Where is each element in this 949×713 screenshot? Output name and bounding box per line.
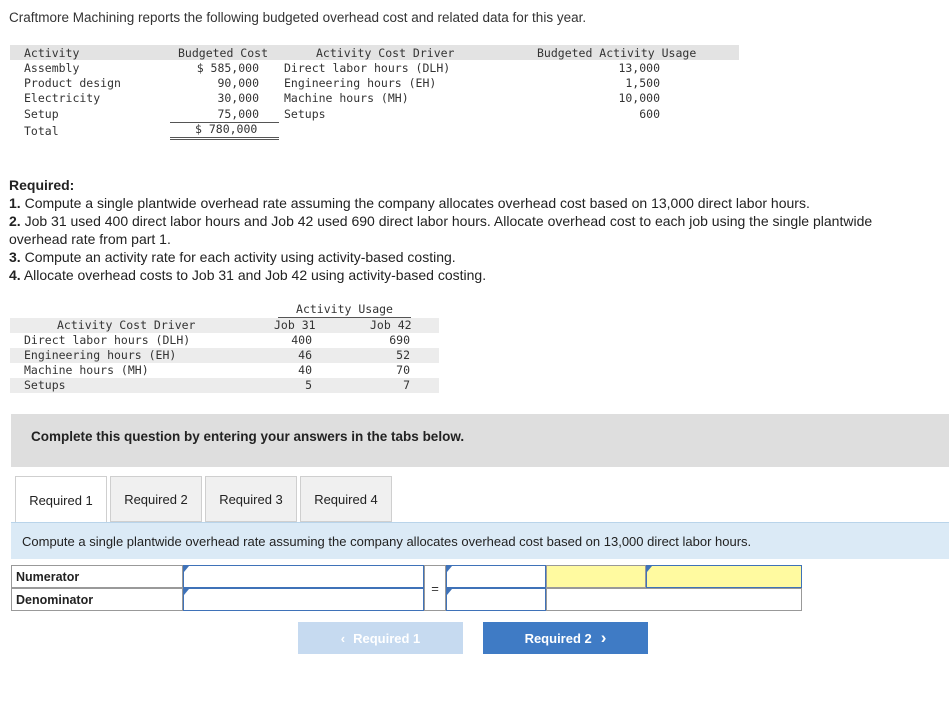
row-activity: Setup xyxy=(24,107,59,121)
prev-button[interactable] xyxy=(298,622,463,654)
tab-required-4[interactable]: Required 4 xyxy=(300,476,392,522)
activity-usage-header: Activity Usage xyxy=(278,302,411,318)
usage-job42: 7 xyxy=(403,378,410,392)
row-cost: 30,000 xyxy=(217,91,259,105)
input-flag-icon xyxy=(647,566,652,572)
item-num: 1. xyxy=(9,195,21,211)
row-usage: 13,000 xyxy=(618,61,660,75)
total-label: Total xyxy=(24,124,59,138)
header-budgeted-activity-usage: Budgeted Activity Usage xyxy=(537,46,697,60)
usage-driver: Engineering hours (EH) xyxy=(24,348,177,362)
usage-driver: Direct labor hours (DLH) xyxy=(24,333,191,347)
required-heading: Required: xyxy=(9,177,75,193)
banner-text: Complete this question by entering your answers in the tabs below. xyxy=(31,429,465,444)
row-activity: Assembly xyxy=(24,61,80,75)
row-activity: Electricity xyxy=(24,91,101,105)
usage-job31: 46 xyxy=(298,348,312,362)
usage-driver: Setups xyxy=(24,378,66,392)
next-label: Required 2 xyxy=(524,630,592,646)
total-cost-value: $ 780,000 xyxy=(195,122,258,136)
usage-job31: 5 xyxy=(305,378,312,392)
header-activity-cost-driver: Activity Cost Driver xyxy=(57,318,196,332)
prev-label: Required 1 xyxy=(353,630,421,646)
chevron-right-icon: › xyxy=(600,628,607,647)
tab-required-1[interactable]: Required 1 xyxy=(15,476,107,523)
rate-numerator-input[interactable] xyxy=(446,565,546,588)
usage-job42: 52 xyxy=(396,348,410,362)
item-num: 4. xyxy=(9,267,21,283)
input-flag-icon xyxy=(184,589,189,595)
rate-denominator-input[interactable] xyxy=(446,588,546,611)
header-job-31: Job 31 xyxy=(274,318,316,332)
required-section xyxy=(9,176,934,284)
header-job-42: Job 42 xyxy=(370,318,412,332)
tab-required-2[interactable]: Required 2 xyxy=(110,476,202,522)
required-item-4 xyxy=(9,266,934,284)
total-cost xyxy=(170,122,279,140)
usage-job42: 690 xyxy=(389,333,410,347)
item-num: 2. xyxy=(9,213,21,229)
input-flag-icon xyxy=(184,566,189,572)
item-num: 3. xyxy=(9,249,21,265)
item-text: Job 31 used 400 direct labor hours and Job 42 used 690 direct labor hours. Allocate overhead cost to each job using the single plantwide overhead rate from part 1. xyxy=(9,213,873,247)
row-usage: 1,500 xyxy=(625,76,660,90)
row-driver: Engineering hours (EH) xyxy=(284,76,437,90)
row-cost-value: 75,000 xyxy=(217,107,259,121)
item-text: Compute a single plantwide overhead rate assuming the company allocates overhead cost based on 13,000 direct labor hours. xyxy=(24,195,810,211)
next-button[interactable] xyxy=(483,622,648,654)
input-flag-icon xyxy=(447,566,452,572)
numerator-input[interactable] xyxy=(183,565,424,588)
denominator-label: Denominator xyxy=(11,588,183,611)
row-usage: 10,000 xyxy=(618,91,660,105)
denominator-input[interactable] xyxy=(183,588,424,611)
row-cost: $ 585,000 xyxy=(196,61,259,75)
required-item-3 xyxy=(9,248,934,266)
result-unit-input[interactable] xyxy=(646,565,802,588)
item-text: Compute an activity rate for each activity using activity-based costing. xyxy=(24,249,456,265)
row-driver: Machine hours (MH) xyxy=(284,91,409,105)
numerator-label: Numerator xyxy=(11,565,183,588)
intro-text: Craftmore Machining reports the following budgeted overhead cost and related data for this year. xyxy=(9,10,587,25)
usage-job31: 400 xyxy=(291,333,312,347)
chevron-left-icon: ‹ xyxy=(340,630,346,646)
row-cost: 90,000 xyxy=(217,76,259,90)
required-item-1 xyxy=(9,194,934,212)
instruction-text: Compute a single plantwide overhead rate assuming the company allocates overhead cost based on 13,000 direct labor hours. xyxy=(22,534,752,549)
row-usage: 600 xyxy=(639,107,660,121)
tab-required-3[interactable]: Required 3 xyxy=(205,476,297,522)
equals-sign: = xyxy=(424,565,446,611)
header-activity: Activity xyxy=(24,46,80,60)
result-cell xyxy=(546,565,646,588)
row-activity: Product design xyxy=(24,76,121,90)
result-empty-cell xyxy=(546,588,802,611)
row-cost xyxy=(170,107,279,123)
usage-driver: Machine hours (MH) xyxy=(24,363,149,377)
header-budgeted-cost: Budgeted Cost xyxy=(178,46,269,60)
input-flag-icon xyxy=(447,589,452,595)
row-driver: Direct labor hours (DLH) xyxy=(284,61,451,75)
header-activity-cost-driver: Activity Cost Driver xyxy=(316,46,455,60)
usage-job31: 40 xyxy=(298,363,312,377)
usage-job42: 70 xyxy=(396,363,410,377)
item-text: Allocate overhead costs to Job 31 and Job 42 using activity-based costing. xyxy=(23,267,487,283)
row-driver: Setups xyxy=(284,107,326,121)
required-item-2 xyxy=(9,212,934,248)
